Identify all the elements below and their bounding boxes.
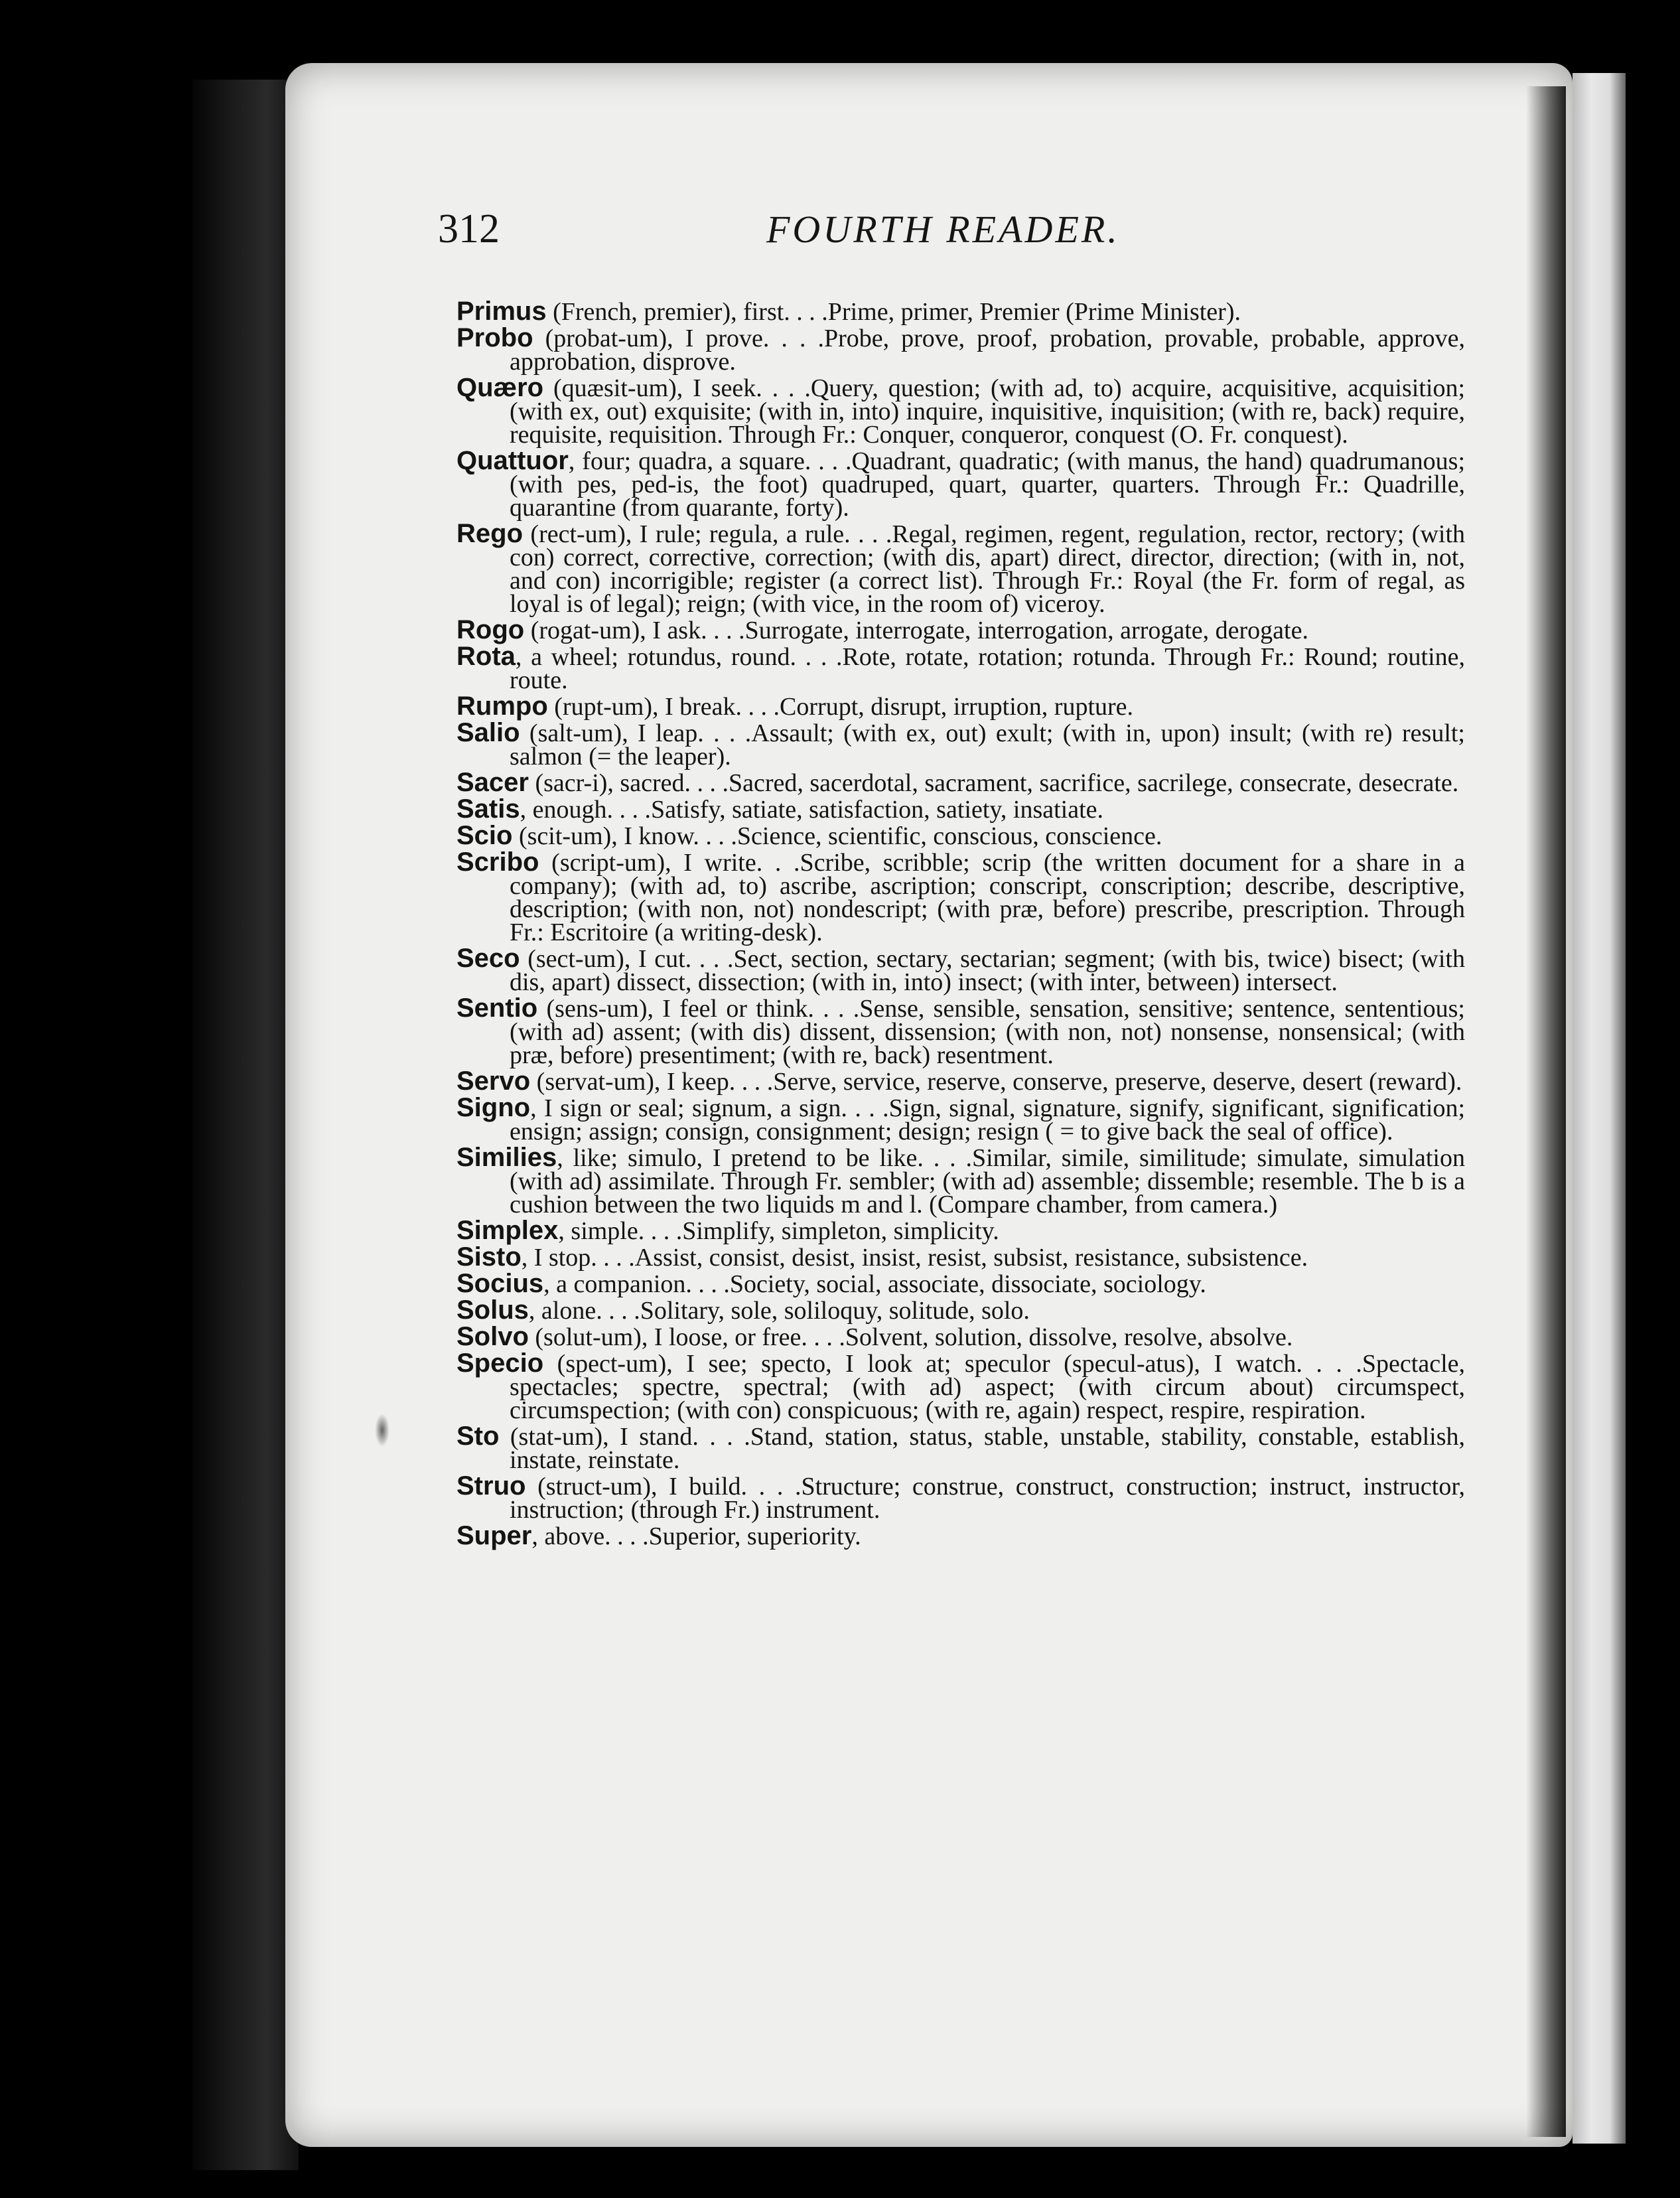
glossary-entry	[456, 1242, 1465, 1272]
entry-definition: , I sign or seal; signum, a sign. . . .Sign, signal, signature, signify, significant, signification; ensign; assign; consign, consignment; design; resign ( = to give back the seal of office).	[510, 1094, 1472, 1145]
entry-headword: Rego	[456, 519, 523, 548]
entry-definition: , enough. . . .Satisfy, satiate, satisfaction, satiety, insatiate.	[520, 796, 1104, 824]
entry-headword: Quattuor	[456, 446, 569, 475]
entry-definition: (rupt-um), I break. . . .Corrupt, disrupt, irruption, rupture.	[547, 693, 1134, 721]
entry-definition: (spect-um), I see; specto, I look at; speculor (specul-atus), I watch. . . .Spectacle, spectacles; spectre, spectral; (with ad) aspect; (with circum about) circumspect, circumspection; (with con) conspicuous; (with re, again) respect, respire, respiration.	[510, 1350, 1472, 1424]
glossary-entry	[456, 1471, 1472, 1524]
entry-definition: , a wheel; rotundus, round. . . .Rote, rotate, rotation; rotunda. Through Fr.: Round; routine, route.	[510, 643, 1472, 694]
glossary-entry	[456, 615, 1465, 644]
entry-headword: Scribo	[456, 847, 539, 877]
entry-headword: Rogo	[456, 615, 525, 644]
entry-headword: Sisto	[456, 1242, 522, 1272]
entry-definition: (salt-um), I leap. . . .Assault; (with ex, out) exult; (with in, upon) insult; (with re) result; salmon (= the leaper).	[510, 719, 1472, 770]
entry-definition: , I stop. . . .Assist, consist, desist, insist, resist, subsist, resistance, subsistence.	[521, 1244, 1308, 1272]
entry-headword: Struo	[456, 1471, 526, 1501]
entry-headword: Super	[456, 1521, 532, 1550]
running-title: FOURTH READER.	[766, 208, 1120, 251]
entry-definition: (stat-um), I stand. . . .Stand, station, status, stable, unstable, stability, constable, establish, instate, reinstate.	[499, 1423, 1472, 1474]
entry-definition: (script-um), I write. . .Scribe, scribble; scrip (the written document for a share in a company); (with ad, to) ascribe, ascription; conscript, conscription; describe, descriptive, description; (with non, not) nondescript; (with præ, before) prescribe, prescription. Through Fr.: Escritoire (a writing-desk).	[510, 849, 1472, 946]
entry-headword: Servo	[456, 1066, 531, 1096]
entry-headword: Sto	[456, 1422, 500, 1451]
book-spine-edge	[192, 80, 299, 2170]
entry-definition: , four; quadra, a square. . . .Quadrant, quadratic; (with manus, the hand) quadrumanous; (with pes, ped-is, the foot) quadruped, quart, quarter, quarters. Through Fr.: Quadrille, quarantine (from quarante, forty).	[510, 447, 1472, 522]
entry-definition: (servat-um), I keep. . . .Serve, service, reserve, conserve, preserve, deserve, desert (reward).	[530, 1068, 1462, 1096]
glossary-entry	[456, 373, 1472, 449]
glossary-entry	[456, 1269, 1465, 1298]
glossary-entry	[456, 718, 1472, 770]
entry-headword: Salio	[456, 718, 520, 747]
entry-definition: , above. . . .Superior, superiority.	[531, 1522, 861, 1550]
glossary-entry	[456, 323, 1472, 376]
page-number: 312	[438, 206, 500, 252]
entry-headword: Sacer	[456, 768, 529, 797]
glossary-entry	[456, 1295, 1465, 1325]
glossary-entry	[456, 642, 1472, 694]
entry-headword: Specio	[456, 1349, 544, 1378]
entry-headword: Signo	[456, 1093, 531, 1122]
entry-headword: Similies	[456, 1143, 557, 1172]
glossary-entry	[456, 1349, 1472, 1424]
entry-definition: (sect-um), I cut. . . .Sect, section, sectary, sectarian; segment; (with bis, twice) bisect; (with dis, apart) dissect, dissection; (with in, into) insect; (with inter, between) intersect.	[510, 945, 1472, 996]
entry-definition: (sens-um), I feel or think. . . .Sense, sensible, sensation, sensitive; sentence, sententious; (with ad) assent; (with dis) dissent, dissension; (with non, not) nonsense, nonsensical; (with præ, before) presentiment; (with re, back) resentment.	[510, 995, 1472, 1069]
glossary-entry	[456, 519, 1472, 618]
glossary-entry	[456, 297, 1465, 326]
glossary-entry	[456, 944, 1472, 996]
entry-headword: Solvo	[456, 1322, 529, 1351]
entry-headword: Sentio	[456, 993, 538, 1023]
entry-definition: (rogat-um), I ask. . . .Surrogate, interrogate, interrogation, arrogate, derogate.	[524, 617, 1308, 644]
glossary-entry	[456, 847, 1472, 946]
glossary-entry	[456, 446, 1472, 522]
entry-headword: Primus	[456, 297, 547, 326]
entry-headword: Seco	[456, 944, 520, 973]
glossary-entry	[456, 993, 1472, 1069]
glossary-entry	[456, 1093, 1472, 1145]
entry-definition: (rect-um), I rule; regula, a rule. . . .Regal, regimen, regent, regulation, rector, rectory; (with con) correct, corrective, correction; (with dis, apart) direct, director, direction; (with in, not, and con) incorrigible; register (a correct list). Through Fr.: Royal (the Fr. form of regal, as loyal is of legal); reign; (with vice, in the room of) viceroy.	[510, 520, 1472, 618]
entry-headword: Simplex	[456, 1216, 559, 1245]
entry-headword: Rumpo	[456, 692, 548, 721]
glossary-entry	[456, 1066, 1465, 1096]
entry-headword: Quæro	[456, 373, 544, 402]
glossary-entry	[456, 1216, 1465, 1245]
entry-headword: Rota	[456, 642, 516, 671]
entry-definition: , alone. . . .Solitary, sole, soliloquy, solitude, solo.	[528, 1297, 1030, 1325]
glossary-entry	[456, 1143, 1472, 1218]
ink-smudge	[375, 1414, 389, 1447]
glossary-entry	[456, 1521, 1465, 1550]
entry-headword: Satis	[456, 794, 520, 824]
entry-headword: Socius	[456, 1269, 544, 1298]
entry-definition: (solut-um), I loose, or free. . . .Solvent, solution, dissolve, resolve, absolve.	[528, 1323, 1293, 1351]
glossary-entry	[456, 692, 1465, 721]
glossary-entries	[456, 297, 1472, 2025]
glossary-entry	[456, 1422, 1472, 1474]
entry-definition: (struct-um), I build. . . .Structure; construe, construct, construction; instruct, instructor, instruction; (through Fr.) instrument.	[510, 1473, 1472, 1524]
entry-definition: (probat-um), I prove. . . .Probe, prove, proof, probation, provable, probable, approve, approbation, disprove.	[510, 325, 1472, 376]
glossary-entry	[456, 1322, 1465, 1351]
entry-definition: , a companion. . . .Society, social, associate, dissociate, sociology.	[543, 1270, 1206, 1298]
glossary-entry	[456, 821, 1465, 850]
glossary-entry	[456, 768, 1465, 797]
entry-definition: , like; simulo, I pretend to be like. . . .Similar, simile, similitude; simulate, simulation (with ad) assimilate. Through Fr. sembler; (with ad) assemble; dissemble; resemble. The b is a cushion between the two liquids m and l. (Compare chamber, from camera.)	[510, 1144, 1472, 1218]
entry-definition: (quæsit-um), I seek. . . .Query, question; (with ad, to) acquire, acquisitive, acquisition; (with ex, out) exquisite; (with in, into) inquire, inquisitive, inquisition; (with re, back) require, requisite, requisition. Through Fr.: Conquer, conqueror, conquest (O. Fr. conquest).	[510, 374, 1472, 449]
page-gutter-shadow	[1526, 86, 1566, 2137]
entry-headword: Scio	[456, 821, 513, 850]
entry-definition: , simple. . . .Simplify, simpleton, simplicity.	[558, 1217, 999, 1245]
glossary-entry	[456, 794, 1465, 824]
entry-definition: (sacr-i), sacred. . . .Sacred, sacerdotal, sacrament, sacrifice, sacrilege, consecrate, desecrate.	[528, 769, 1459, 797]
next-page-edge	[1573, 73, 1626, 2144]
page-header	[438, 206, 1473, 265]
entry-definition: (scit-um), I know. . . .Science, scientific, conscious, conscience.	[512, 822, 1162, 850]
entry-definition: (French, premier), first. . . .Prime, primer, Premier (Prime Minister).	[546, 298, 1241, 326]
entry-headword: Probo	[456, 323, 533, 352]
entry-headword: Solus	[456, 1295, 529, 1325]
